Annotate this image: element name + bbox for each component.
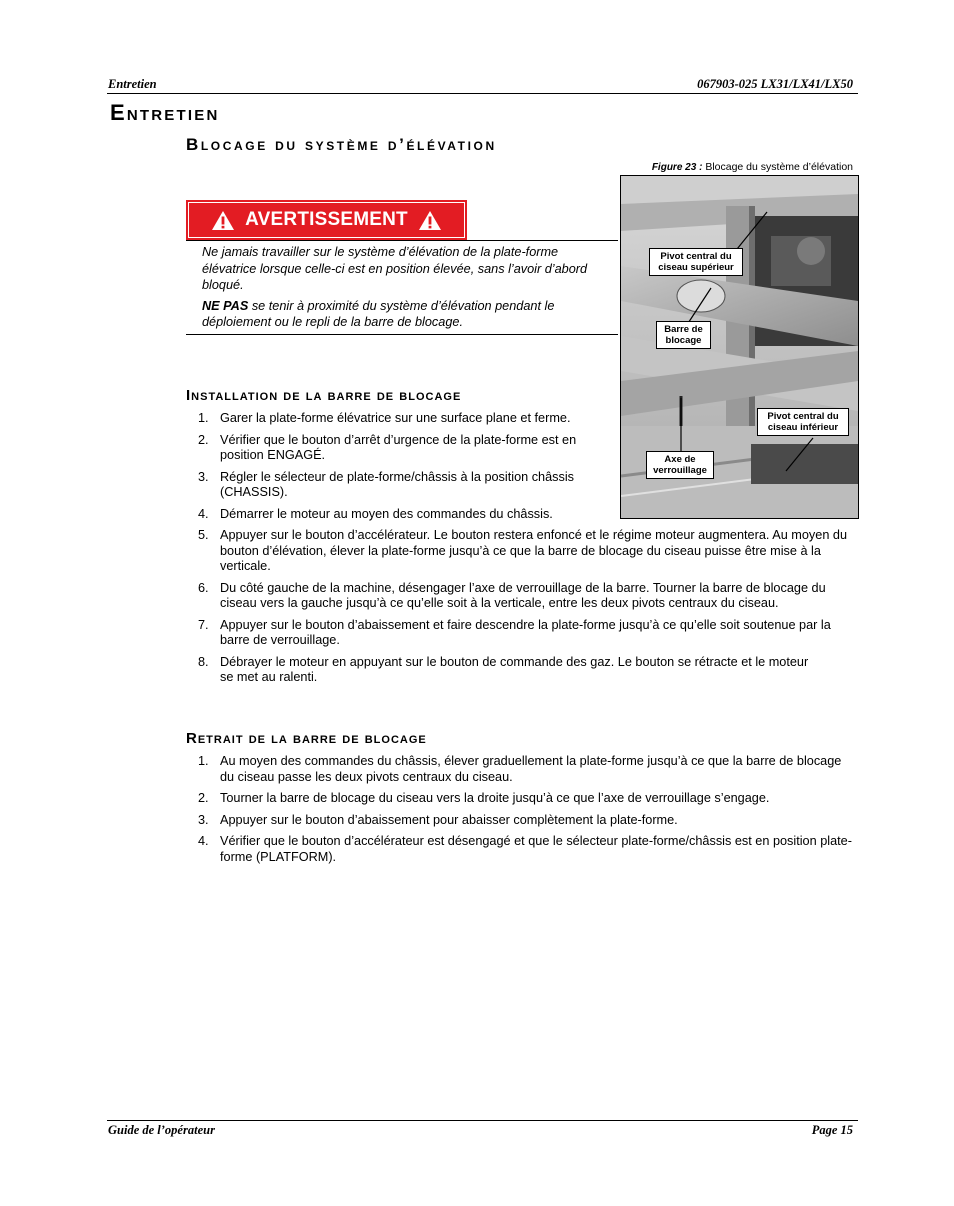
list-item: 3. Régler le sélecteur de plate-forme/châssis à la position châssis (CHASSIS). xyxy=(198,469,575,499)
warning-rule-top xyxy=(186,240,618,241)
header-left: Entretien xyxy=(108,77,157,91)
warning-triangle-icon xyxy=(418,210,442,231)
list-item: 7. Appuyer sur le bouton d’abaissement et faire descendre la plate-forme jusqu’à ce qu’elle soit soutenue par la barre de verrouillage. xyxy=(198,617,831,647)
header-rule xyxy=(107,93,858,94)
list-item: 2. Vérifier que le bouton d’arrêt d’urgence de la plate-forme est en position ENGAGÉ. xyxy=(198,432,577,462)
list-item: 4. Vérifier que le bouton d’accélérateur est désengagé et que le sélecteur plate-forme/châssis est en position plate-forme (PLATFORM). xyxy=(198,834,852,864)
install-steps xyxy=(198,411,857,692)
list-item: 4. Démarrer le moteur au moyen des commandes du châssis. xyxy=(198,506,553,521)
install-heading: Installation de la barre de blocage xyxy=(186,387,462,404)
retrait-steps xyxy=(198,754,857,871)
footer-left: Guide de l’opérateur xyxy=(108,1123,215,1137)
page-title: Entretien xyxy=(110,100,220,125)
figure-caption-label: Figure 23 : xyxy=(651,162,703,173)
warning-paragraph-2-rest: se tenir à proximité du système d’élévation pendant le déploiement ou le repli de la barre de blocage. xyxy=(202,298,555,329)
figure-caption xyxy=(652,161,853,173)
callout-axe-verrouillage: Axe de verrouillage xyxy=(646,451,714,479)
footer-right: Page 15 xyxy=(811,1123,853,1137)
section-title: Blocage du système d’élévation xyxy=(186,135,497,154)
warning-paragraph-1: Ne jamais travailler sur le système d’élévation de la plate-forme élévatrice lorsque celle-ci est en position élevée, sans l’avoir d’abord bloqué. xyxy=(202,245,588,292)
callout-pivot-inferieur: Pivot central du ciseau inférieur xyxy=(757,408,849,436)
warning-rule-bottom xyxy=(186,334,618,335)
warning-title: AVERTISSEMENT xyxy=(245,209,408,230)
list-item: 3. Appuyer sur le bouton d’abaissement pour abaisser complètement la plate-forme. xyxy=(198,812,678,827)
list-item: 8. Débrayer le moteur en appuyant sur le bouton de commande des gaz. Le bouton se rétracte et le moteur se met au ralenti. xyxy=(198,654,809,684)
warning-triangle-icon xyxy=(211,210,235,231)
retrait-heading: Retrait de la barre de blocage xyxy=(186,730,427,747)
warning-emphasis: NE PAS xyxy=(202,298,249,313)
header-right: 067903-025 LX31/LX41/LX50 xyxy=(697,77,853,91)
warning-banner xyxy=(186,200,467,240)
list-item: 1. Au moyen des commandes du châssis, élever graduellement la plate-forme jusqu’à ce que la barre de blocage du ciseau passe les deux pivots centraux du ciseau. xyxy=(198,754,842,784)
list-item: 2. Tourner la barre de blocage du ciseau vers la droite jusqu’à ce que l’axe de verrouillage s’engage. xyxy=(198,791,770,805)
footer-rule xyxy=(107,1120,858,1121)
callout-barre-blocage: Barre de blocage xyxy=(656,321,711,349)
warning-text xyxy=(202,244,607,335)
callout-pivot-superieur: Pivot central du ciseau supérieur xyxy=(649,248,743,276)
list-item: 5. Appuyer sur le bouton d’accélérateur. Le bouton restera enfoncé et le régime moteur augmentera. Au moyen du bouton d’élévation, élever la plate-forme jusqu’à ce que la barre de blocage du ciseau puisse être mise à la verticale. xyxy=(198,528,848,573)
figure-caption-text: Blocage du système d’élévation xyxy=(702,161,853,173)
list-item: 6. Du côté gauche de la machine, désengager l’axe de verrouillage de la barre. Tourner la barre de blocage du ciseau vers la gauche jusqu’à ce qu’elle soit à la verticale, entre les deux pivots centraux du ciseau. xyxy=(198,580,826,610)
list-item: 1. Garer la plate-forme élévatrice sur une surface plane et ferme. xyxy=(198,411,571,425)
warning-paragraph-2 xyxy=(202,298,607,331)
